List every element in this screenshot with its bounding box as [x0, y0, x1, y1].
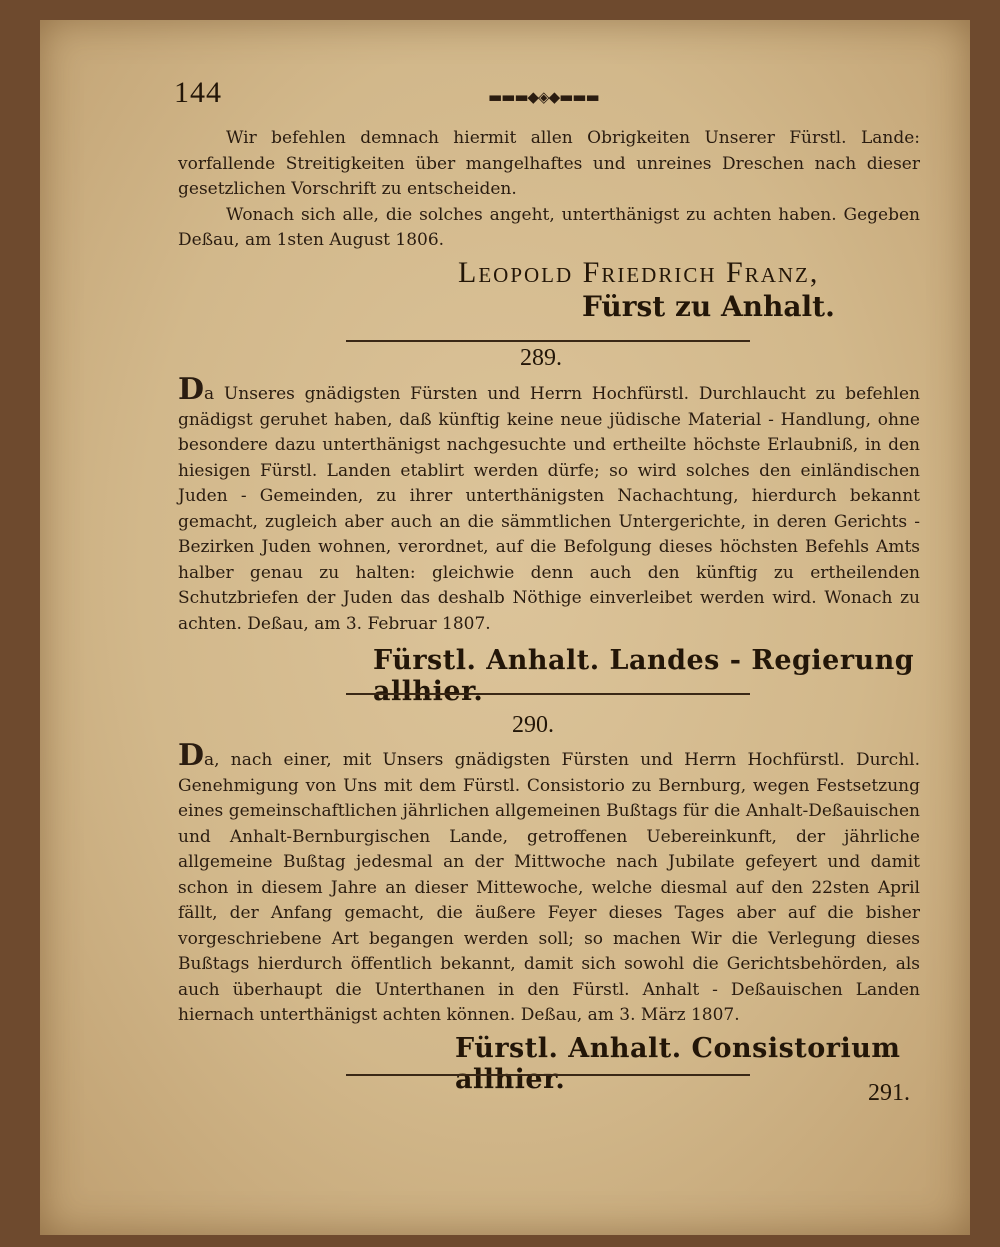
catchword: 291.: [868, 1080, 910, 1106]
dating-paragraph: Wonach sich alle, die solches angeht, unterthänigst zu achten haben. Gegeben Deßau, am 1sten August 1806.: [178, 204, 920, 250]
section-288-closing: [178, 126, 920, 254]
section-number-290: 290.: [512, 712, 554, 738]
drop-cap: D: [178, 738, 205, 773]
section-number-289: 289.: [520, 345, 562, 371]
section-divider: [346, 340, 750, 342]
section-divider: [346, 1074, 750, 1076]
signature-name: Leopold Friedrich Franz,: [458, 256, 820, 289]
drop-cap: D: [178, 372, 205, 407]
section-290-signature: Fürstl. Anhalt. Consistorium allhier.: [455, 1033, 901, 1095]
section-divider: [346, 693, 750, 695]
section-290-body: [178, 738, 920, 1029]
signature-title: Fürst zu Anhalt.: [582, 290, 835, 323]
command-paragraph: Wir befehlen demnach hiermit allen Obrigkeiten Unserer Fürstl. Lande: vorfallende Streitigkeiten über mangelhaftes und unreines Dreschen nach dieser gesetzlichen Vorschrift zu entscheiden.: [178, 128, 920, 199]
page-number: 144: [174, 76, 222, 109]
section-290-text: a, nach einer, mit Unsers gnädigsten Fürsten und Herrn Hochfürstl. Durchl. Genehmigung von Uns mit dem Fürstl. Consistorio zu Bernburg, wegen Festsetzung eines gemeinschaftlichen jährlichen allgemeinen Bußtags für die Anhalt-Deßauischen und Anhalt-Bernburgischen Lande, getroffenen Uebereinkunft, der jährliche allgemeine Bußtag jedesmal an der Mittwoche nach Jubilate gefeyert und damit schon in diesem Jahre an dieser Mittewoche, welche diesmal auf den 22sten April fällt, der Anfang gemacht, die äußere Feyer dieses Tages aber auf die bisher vorgeschriebene Art begangen werden soll; so machen Wir die Verlegung dieses Bußtags hierdurch öffentlich bekannt, damit sich sowohl die Gerichtsbehörden, als auch überhaupt die Unterthanen in den Fürstl. Anhalt - Deßauischen Landen hiernach unterthänigst achten können. Deßau, am 3. März 1807.: [178, 750, 920, 1025]
section-289-text: a Unseres gnädigsten Fürsten und Herrn Hochfürstl. Durchlaucht zu befehlen gnädigst geruhet haben, daß künftig keine neue jüdische Material - Handlung, ohne besondere dazu unterthänigst nachgesuchte und ertheilte höchste Erlaubniß, in den hiesigen Fürstl. Landen etablirt werden dürfe; so wird solches den einländischen Juden - Gemeinden, zu ihrer unterthänigsten Nachachtung, hierdurch bekannt gemacht, zugleich aber auch an die sämmtlichen Untergerichte, in deren Gerichts - Bezirken Juden wohnen, verordnet, auf die Befolgung dieses höchsten Befehls Amts halber genau zu halten: gleichwie denn auch den künftig zu ertheilenden Schutzbriefen der Juden das deshalb Nöthige einverleibet werden wird. Wonach zu achten. Deßau, am 3. Februar 1807.: [178, 384, 920, 634]
section-289-signature: Fürstl. Anhalt. Landes - Regierung allhier.: [373, 645, 915, 707]
header-ornament: ▬▬▬◆◈◆▬▬▬: [488, 88, 599, 106]
section-289-body: [178, 372, 920, 637]
